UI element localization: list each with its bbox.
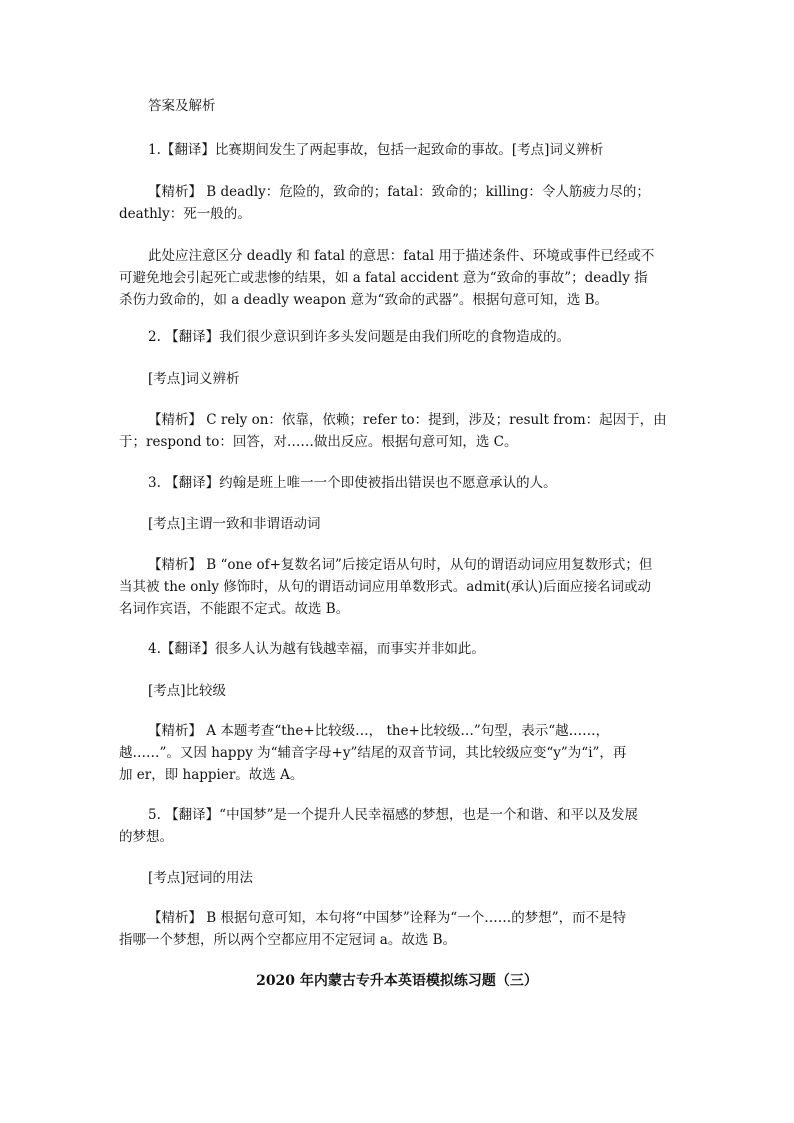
q1-analysis-cont: deathly：死一般的。 bbox=[119, 206, 251, 222]
q4-analysis-cont2: 加 er，即 happier。故选 A。 bbox=[119, 767, 304, 783]
q5-translation-cont: 的梦想。 bbox=[119, 829, 173, 845]
q3-point: [考点]主谓一致和非谓语动词 bbox=[148, 516, 321, 532]
q2-point: [考点]词义辨析 bbox=[148, 371, 240, 387]
q5-point: [考点]冠词的用法 bbox=[148, 870, 254, 886]
q1-note-cont2: 杀伤力致命的，如 a deadly weapon 意为“致命的武器”。根据句意可知，选 B。 bbox=[119, 292, 609, 308]
q3-analysis: 【精析】 B “one of+复数名词”后接定语从句时，从句的谓语动词应用复数形式；但 bbox=[148, 557, 653, 573]
q5-analysis: 【精析】 B 根据句意可知，本句将“中国梦”诠释为“一个……的梦想”，而不是特 bbox=[148, 910, 627, 926]
next-section-title: 2020 年内蒙古专升本英语模拟练习题（三） bbox=[256, 973, 538, 989]
q1-note: 此处应注意区分 deadly 和 fatal 的意思：fatal 用于描述条件、环境或事件已经或不 bbox=[148, 248, 655, 264]
q4-point: [考点]比较级 bbox=[148, 683, 227, 699]
q2-analysis-cont: 于；respond to：回答，对……做出反应。根据句意可知，选 C。 bbox=[119, 434, 518, 450]
q5-translation: 5. 【翻译】“中国梦”是一个提升人民幸福感的梦想，也是一个和谐、和平以及发展 bbox=[148, 807, 638, 823]
q1-analysis: 【精析】 B deadly：危险的，致命的；fatal：致命的；killing：令人筋疲力尽的； bbox=[148, 184, 650, 200]
answers-heading: 答案及解析 bbox=[148, 98, 216, 114]
q3-translation: 3. 【翻译】约翰是班上唯一一个即使被指出错误也不愿意承认的人。 bbox=[148, 475, 557, 491]
q4-translation: 4.【翻译】很多人认为越有钱越幸福，而事实并非如此。 bbox=[148, 641, 485, 657]
q4-analysis-cont: 越……”。又因 happy 为“辅音字母+y”结尾的双音节词，其比较级应变“y”为“i”，再 bbox=[119, 745, 627, 761]
q1-note-cont: 可避免地会引起死亡或悲惨的结果，如 a fatal accident 意为“致命的事故”；deadly 指 bbox=[119, 270, 648, 286]
q2-analysis: 【精析】 C rely on：依靠，依赖；refer to：提到，涉及；result from：起因于，由 bbox=[148, 412, 667, 428]
q3-analysis-cont2: 名词作宾语，不能跟不定式。故选 B。 bbox=[119, 601, 350, 617]
q4-analysis: 【精析】 A 本题考查“the+比较级…， the+比较级…”句型，表示“越……， bbox=[148, 723, 610, 739]
q5-analysis-cont: 指哪一个梦想，所以两个空都应用不定冠词 a。故选 B。 bbox=[119, 932, 457, 948]
q1-translation: 1.【翻译】比赛期间发生了两起事故，包括一起致命的事故。[考点]词义辨析 bbox=[148, 142, 604, 158]
q2-translation: 2. 【翻译】我们很少意识到许多头发问题是由我们所吃的食物造成的。 bbox=[148, 329, 571, 345]
q3-analysis-cont: 当其被 the only 修饰时，从句的谓语动词应用单数形式。admit(承认)后面应接名词或动 bbox=[119, 579, 652, 595]
